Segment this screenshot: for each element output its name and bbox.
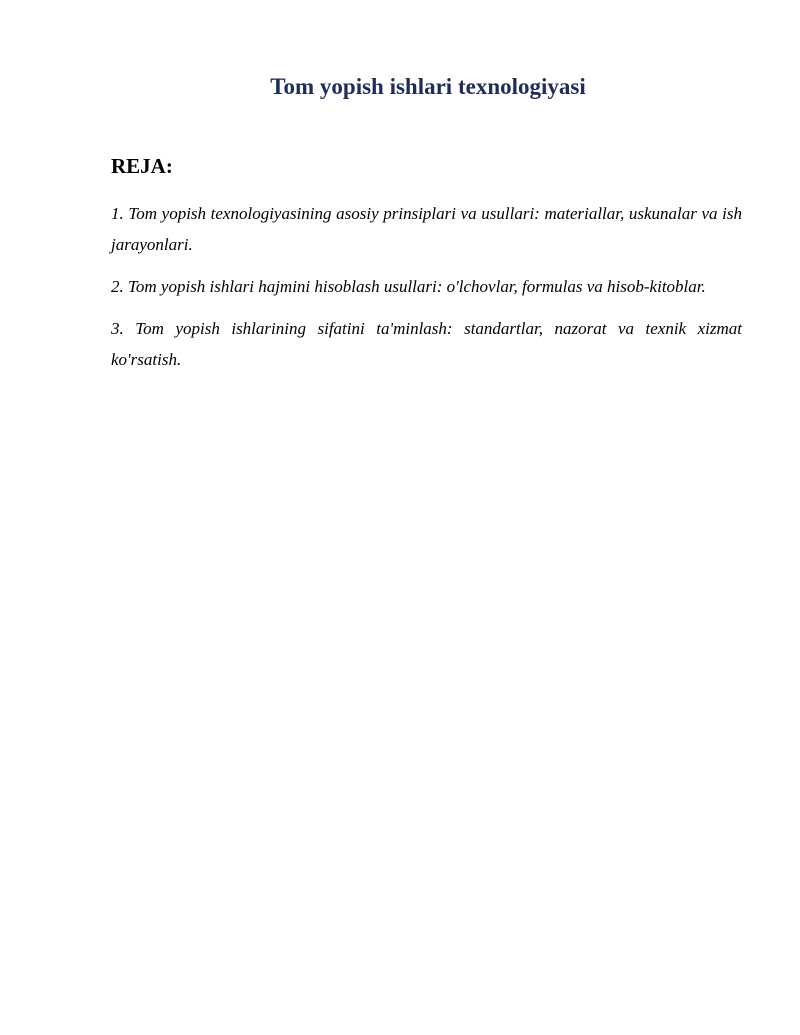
document-title: Tom yopish ishlari texnologiyasi bbox=[270, 74, 586, 99]
plan-list bbox=[111, 198, 742, 386]
plan-heading: REJA: bbox=[111, 154, 173, 178]
plan-item: 3. Tom yopish ishlarining sifatini ta'minlash: standartlar, nazorat va texnik xizmat ko'rsatish. bbox=[111, 319, 742, 369]
plan-item: 2. Tom yopish ishlari hajmini hisoblash usullari: o'lchovlar, formulas va hisob-kitoblar. bbox=[111, 277, 706, 296]
plan-item: 1. Tom yopish texnologiyasining asosiy prinsiplari va usullari: materiallar, uskunalar va ish jarayonlari. bbox=[111, 204, 742, 254]
